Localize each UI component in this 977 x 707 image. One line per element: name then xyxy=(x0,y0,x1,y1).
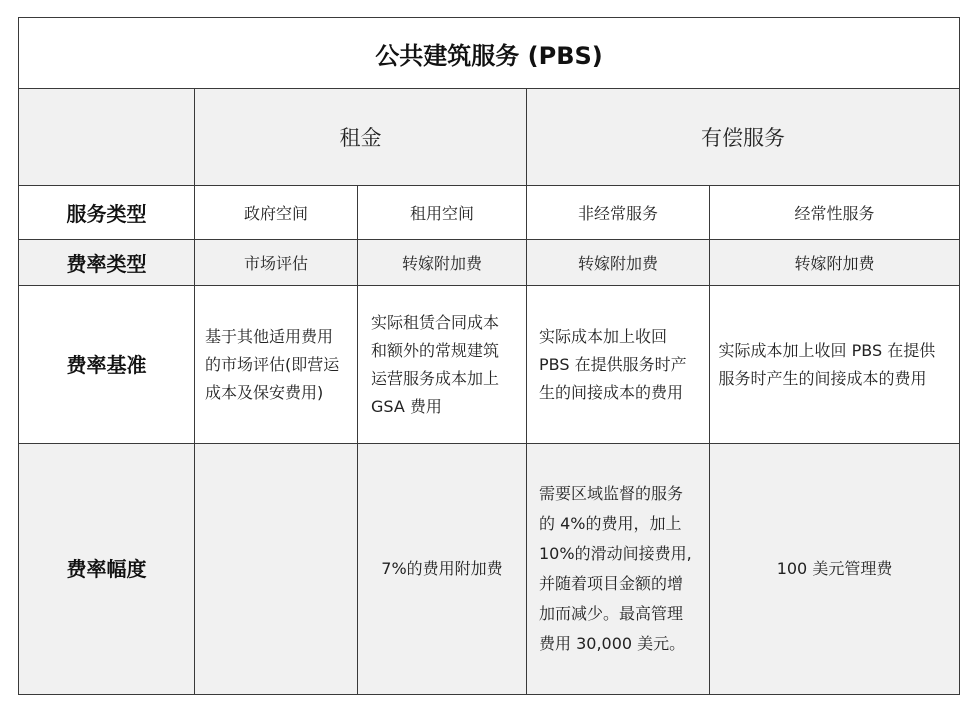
service-type-cell: 政府空间 xyxy=(195,186,358,240)
rate-range-cell xyxy=(195,444,358,695)
rate-range-text: 需要区域监督的服务的 4%的费用，加上 10%的滑动间接费用, 并随着项目金额的增加而减少。最高管理费用 30,000 美元。 xyxy=(539,484,692,653)
rate-type-cell: 转嫁附加费 xyxy=(527,240,710,286)
service-type-cell: 非经常服务 xyxy=(527,186,710,240)
rate-range-cell: 7%的费用附加费 xyxy=(358,444,527,695)
rate-type-cell: 转嫁附加费 xyxy=(358,240,527,286)
pbs-table xyxy=(18,17,960,695)
group-header-rent: 租金 xyxy=(195,89,527,186)
rate-type-cell: 市场评估 xyxy=(195,240,358,286)
rate-type-cell: 转嫁附加费 xyxy=(710,240,960,286)
corner-cell xyxy=(19,89,195,186)
rate-basis-text: 实际租赁合同成本和额外的常规建筑运营服务成本加上 GSA 费用 xyxy=(371,312,500,416)
service-type-cell: 经常性服务 xyxy=(710,186,960,240)
rate-basis-text: 实际成本加上收回 PBS 在提供服务时产生的间接成本的费用 xyxy=(718,340,936,388)
rate-range-cell: 100 美元管理费 xyxy=(710,444,960,695)
rate-basis-cell xyxy=(710,286,960,444)
table-title: 公共建筑服务 (PBS) xyxy=(19,18,960,89)
rate-basis-cell xyxy=(527,286,710,444)
rate-range-cell xyxy=(527,444,710,695)
row-label-service-type: 服务类型 xyxy=(19,186,195,240)
row-label-rate-basis: 费率基准 xyxy=(19,286,195,444)
rate-basis-cell xyxy=(195,286,358,444)
rate-basis-cell xyxy=(358,286,527,444)
row-label-rate-range: 费率幅度 xyxy=(19,444,195,695)
rate-basis-text: 基于其他适用费用的市场评估(即营运成本及保安费用) xyxy=(205,326,340,402)
service-type-cell: 租用空间 xyxy=(358,186,527,240)
group-header-paid-services: 有偿服务 xyxy=(527,89,960,186)
row-label-rate-type: 费率类型 xyxy=(19,240,195,286)
rate-basis-text: 实际成本加上收回 PBS 在提供服务时产生的间接成本的费用 xyxy=(539,326,687,402)
